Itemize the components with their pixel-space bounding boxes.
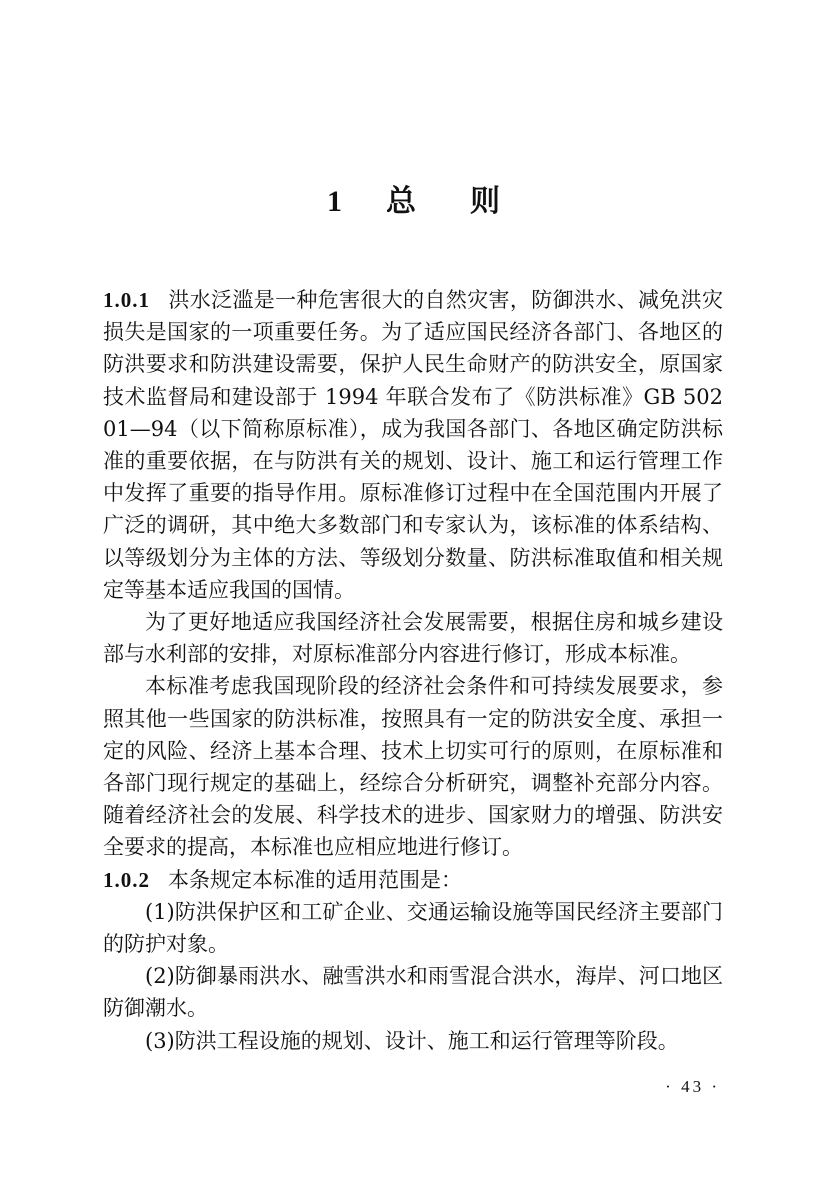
scope-item-2: (2)防御暴雨洪水、融雪洪水和雨雪混合洪水，海岸、河口地区防御潮水。	[103, 964, 723, 1021]
clause-1-0-1-text: 洪水泛滥是一种危害很大的自然灾害，防御洪水、减免洪灾损失是国家的一项重要任务。为了适应国民经济各部门、各地区的防洪要求和防洪建设需要，保护人民生命财产的防洪安全，原国家技术监督局和建设部于 1994 年联合发布了《防洪标准》GB 50201—94（以下简称原标准），成为我国各部门、各地区确定防洪标准的重要依据，在与防洪有关的规划、设计、施工和运行管理工作中发挥了重要的指导作用。原标准修订过程中在全国范围内开展了广泛的调研，其中绝大多数部门和专家认为，该标准的体系结构、以等级划分为主体的方法、等级划分数量、防洪标准取值和相关规定等基本适应我国的国情。	[103, 288, 723, 602]
clause-1-0-2-intro: 本条规定本标准的适用范围是：	[168, 867, 462, 892]
body-text	[103, 284, 723, 1057]
clause-1-0-2-paragraph	[103, 864, 723, 896]
chapter-title-char-2: 则	[470, 184, 500, 219]
scope-item-1: (1)防洪保护区和工矿企业、交通运输设施等国民经济主要部门的防护对象。	[103, 899, 723, 957]
chapter-number: 1	[327, 185, 342, 218]
clause-1-0-1-paragraph-1	[103, 284, 723, 606]
clause-number-1-0-2: 1.0.2	[103, 867, 150, 892]
chapter-title-char-1: 总	[386, 184, 416, 219]
clause-1-0-1-paragraph-3: 本标准考虑我国现阶段的经济社会条件和可持续发展要求，参照其他一些国家的防洪标准，按照具有一定的防洪安全度、承担一定的风险、经济上基本合理、技术上切实可行的原则，在原标准和各部门现行规定的基础上，经综合分析研究，调整补充部分内容。随着经济社会的发展、科学技术的进步、国家财力的增强、防洪安全要求的提高，本标准也应相应地进行修订。	[103, 674, 723, 860]
scope-item-3: (3)防洪工程设施的规划、设计、施工和运行管理等阶段。	[145, 1028, 679, 1053]
clause-number-1-0-1: 1.0.1	[103, 288, 150, 312]
clause-1-0-1-paragraph-2: 为了更好地适应我国经济社会发展需要，根据住房和城乡建设部与水利部的安排，对原标准部分内容进行修订，形成本标准。	[103, 610, 723, 667]
page-number: · 43 ·	[665, 1077, 720, 1096]
chapter-title	[0, 182, 827, 222]
